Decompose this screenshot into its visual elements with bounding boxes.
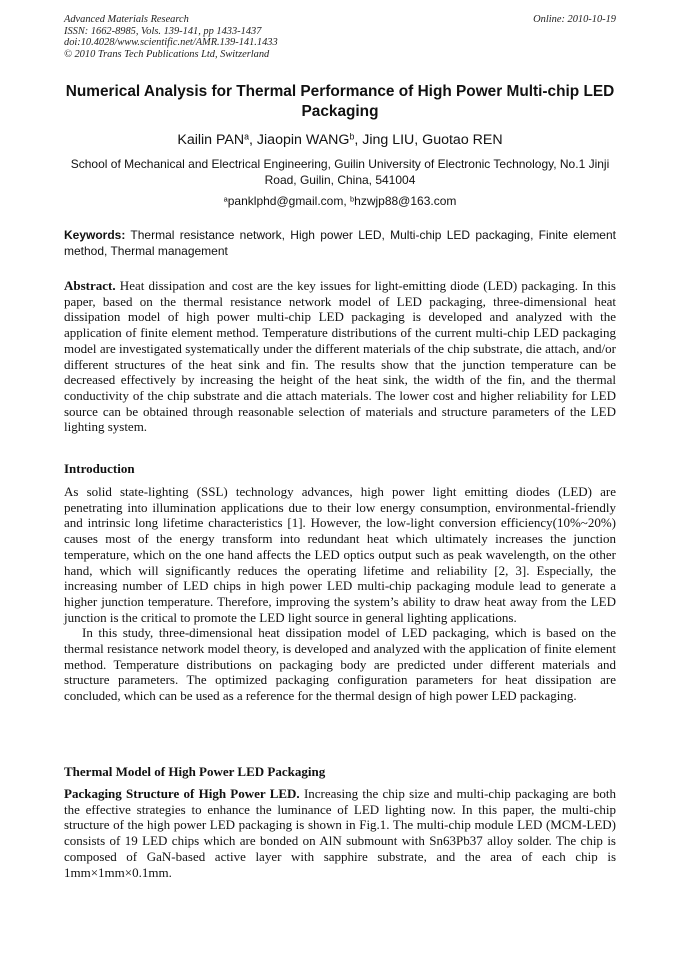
keywords xyxy=(64,228,616,259)
issn-line: ISSN: 1662-8985, Vols. 139-141, pp 1433-1437 xyxy=(64,25,262,37)
email-address: hzwjp88@163.com xyxy=(354,194,457,208)
author-name: , Jiaopin WANG xyxy=(249,132,350,148)
doi-line: doi:10.4028/www.scientific.net/AMR.139-141.1433 xyxy=(64,37,278,49)
thermal-model-body xyxy=(64,786,616,880)
paragraph: In this study, three-dimensional heat dissipation model of LED packaging, which is based on the thermal resistance network model theory, is developed and analyzed with the application of finite element method. Temperature distributions on packaging body are predicted under different materials and structure parameters. The optimized packaging configuration parameters for heat dissipation are concluded, which can be used as a reference for the thermal design of high power LED packaging. xyxy=(64,625,616,704)
abstract-label: Abstract. xyxy=(64,278,116,293)
author-superscript: a xyxy=(244,131,250,142)
email-address: panklphd@gmail.com, xyxy=(227,194,350,208)
journal-name: Advanced Materials Research xyxy=(64,14,189,25)
author-name: Kailin PAN xyxy=(177,132,245,148)
section-heading-introduction: Introduction xyxy=(64,461,135,476)
email-superscript: a xyxy=(223,194,228,204)
author-emails xyxy=(64,193,616,209)
subsection-label: Packaging Structure of High Power LED. xyxy=(64,786,300,801)
author-list xyxy=(64,132,616,149)
abstract-text: Heat dissipation and cost are the key issues for light-emitting diode (LED) packaging. In this paper, based on the thermal resistance network model of LED packaging, three-dimensional heat dissipation model of high power multi-chip LED packaging is developed and analyzed with the application of finite element method. Temperature distributions of the current multi-chip LED packaging model are investigated systematically under the different materials of the chip substrate, die attach, and/or different structures of the heat sink and fin. The results show that the junction temperature can be decreased effectively by increasing the height of the heat sink, the width of the fin, and the thermal conductivity of the chip substrate and die attach materials. The lower cost and higher reliability for LED source can be obtained through reasonable selection of materials and structure parameters of the LED lighting system. xyxy=(64,278,616,435)
email-superscript: b xyxy=(350,194,355,204)
journal-header xyxy=(64,14,616,60)
online-date: Online: 2010-10-19 xyxy=(533,14,616,25)
paragraph: Increasing the chip size and multi-chip packaging are both the effective strategies to enhance the luminance of LED lighting now. In this paper, the multi-chip structure of the high power LED packaging is shown in Fig.1. The multi-chip module LED (MCM-LED) consists of 19 LED chips which are bonded on AlN submount with Sn63Pb37 alloy solder. The chip is composed of GaN-based active layer with sapphire substrate, and the area of each chip is 1mm×1mm×0.1mm. xyxy=(64,786,616,880)
affiliation: School of Mechanical and Electrical Engineering, Guilin University of Electronic Technology, No.1 Jinji Road, Guilin, China, 541004 xyxy=(70,157,610,187)
author-names-rest: , Jing LIU, Guotao REN xyxy=(354,132,503,148)
keywords-text: Thermal resistance network, High power LED, Multi-chip LED packaging, Finite element method, Thermal management xyxy=(64,228,616,258)
author-superscript: b xyxy=(349,131,355,142)
keywords-label: Keywords: xyxy=(64,228,126,242)
copyright-line: © 2010 Trans Tech Publications Ltd, Switzerland xyxy=(64,48,270,60)
paragraph: As solid state-lighting (SSL) technology advances, high power light emitting diodes (LED) are penetrating into illumination applications due to their low energy consumption, environmental-friendly and intrinsic long lifetime characteristics [1]. However, the low-light conversion efficiency(10%~20%) causes most of the energy transform into redundant heat which ultimately increases the junction temperature, which on the one hand affects the LED optics output such as peak wavelength, on the other hand, which will significantly reduces the operating lifetime and reliability [2, 3]. Especially, the increasing number of LED chips in high power LED multi-chip packaging module lead to generate a higher junction temperature. Therefore, improving the system’s ability to draw heat away from the LED junction is the critical to promote the LED light source in general lighting applications. xyxy=(64,484,616,625)
introduction-body xyxy=(64,484,616,704)
abstract xyxy=(64,278,616,435)
section-heading-thermal-model: Thermal Model of High Power LED Packaging xyxy=(64,764,326,779)
paper-title: Numerical Analysis for Thermal Performance of High Power Multi-chip LED Packaging xyxy=(65,83,615,120)
